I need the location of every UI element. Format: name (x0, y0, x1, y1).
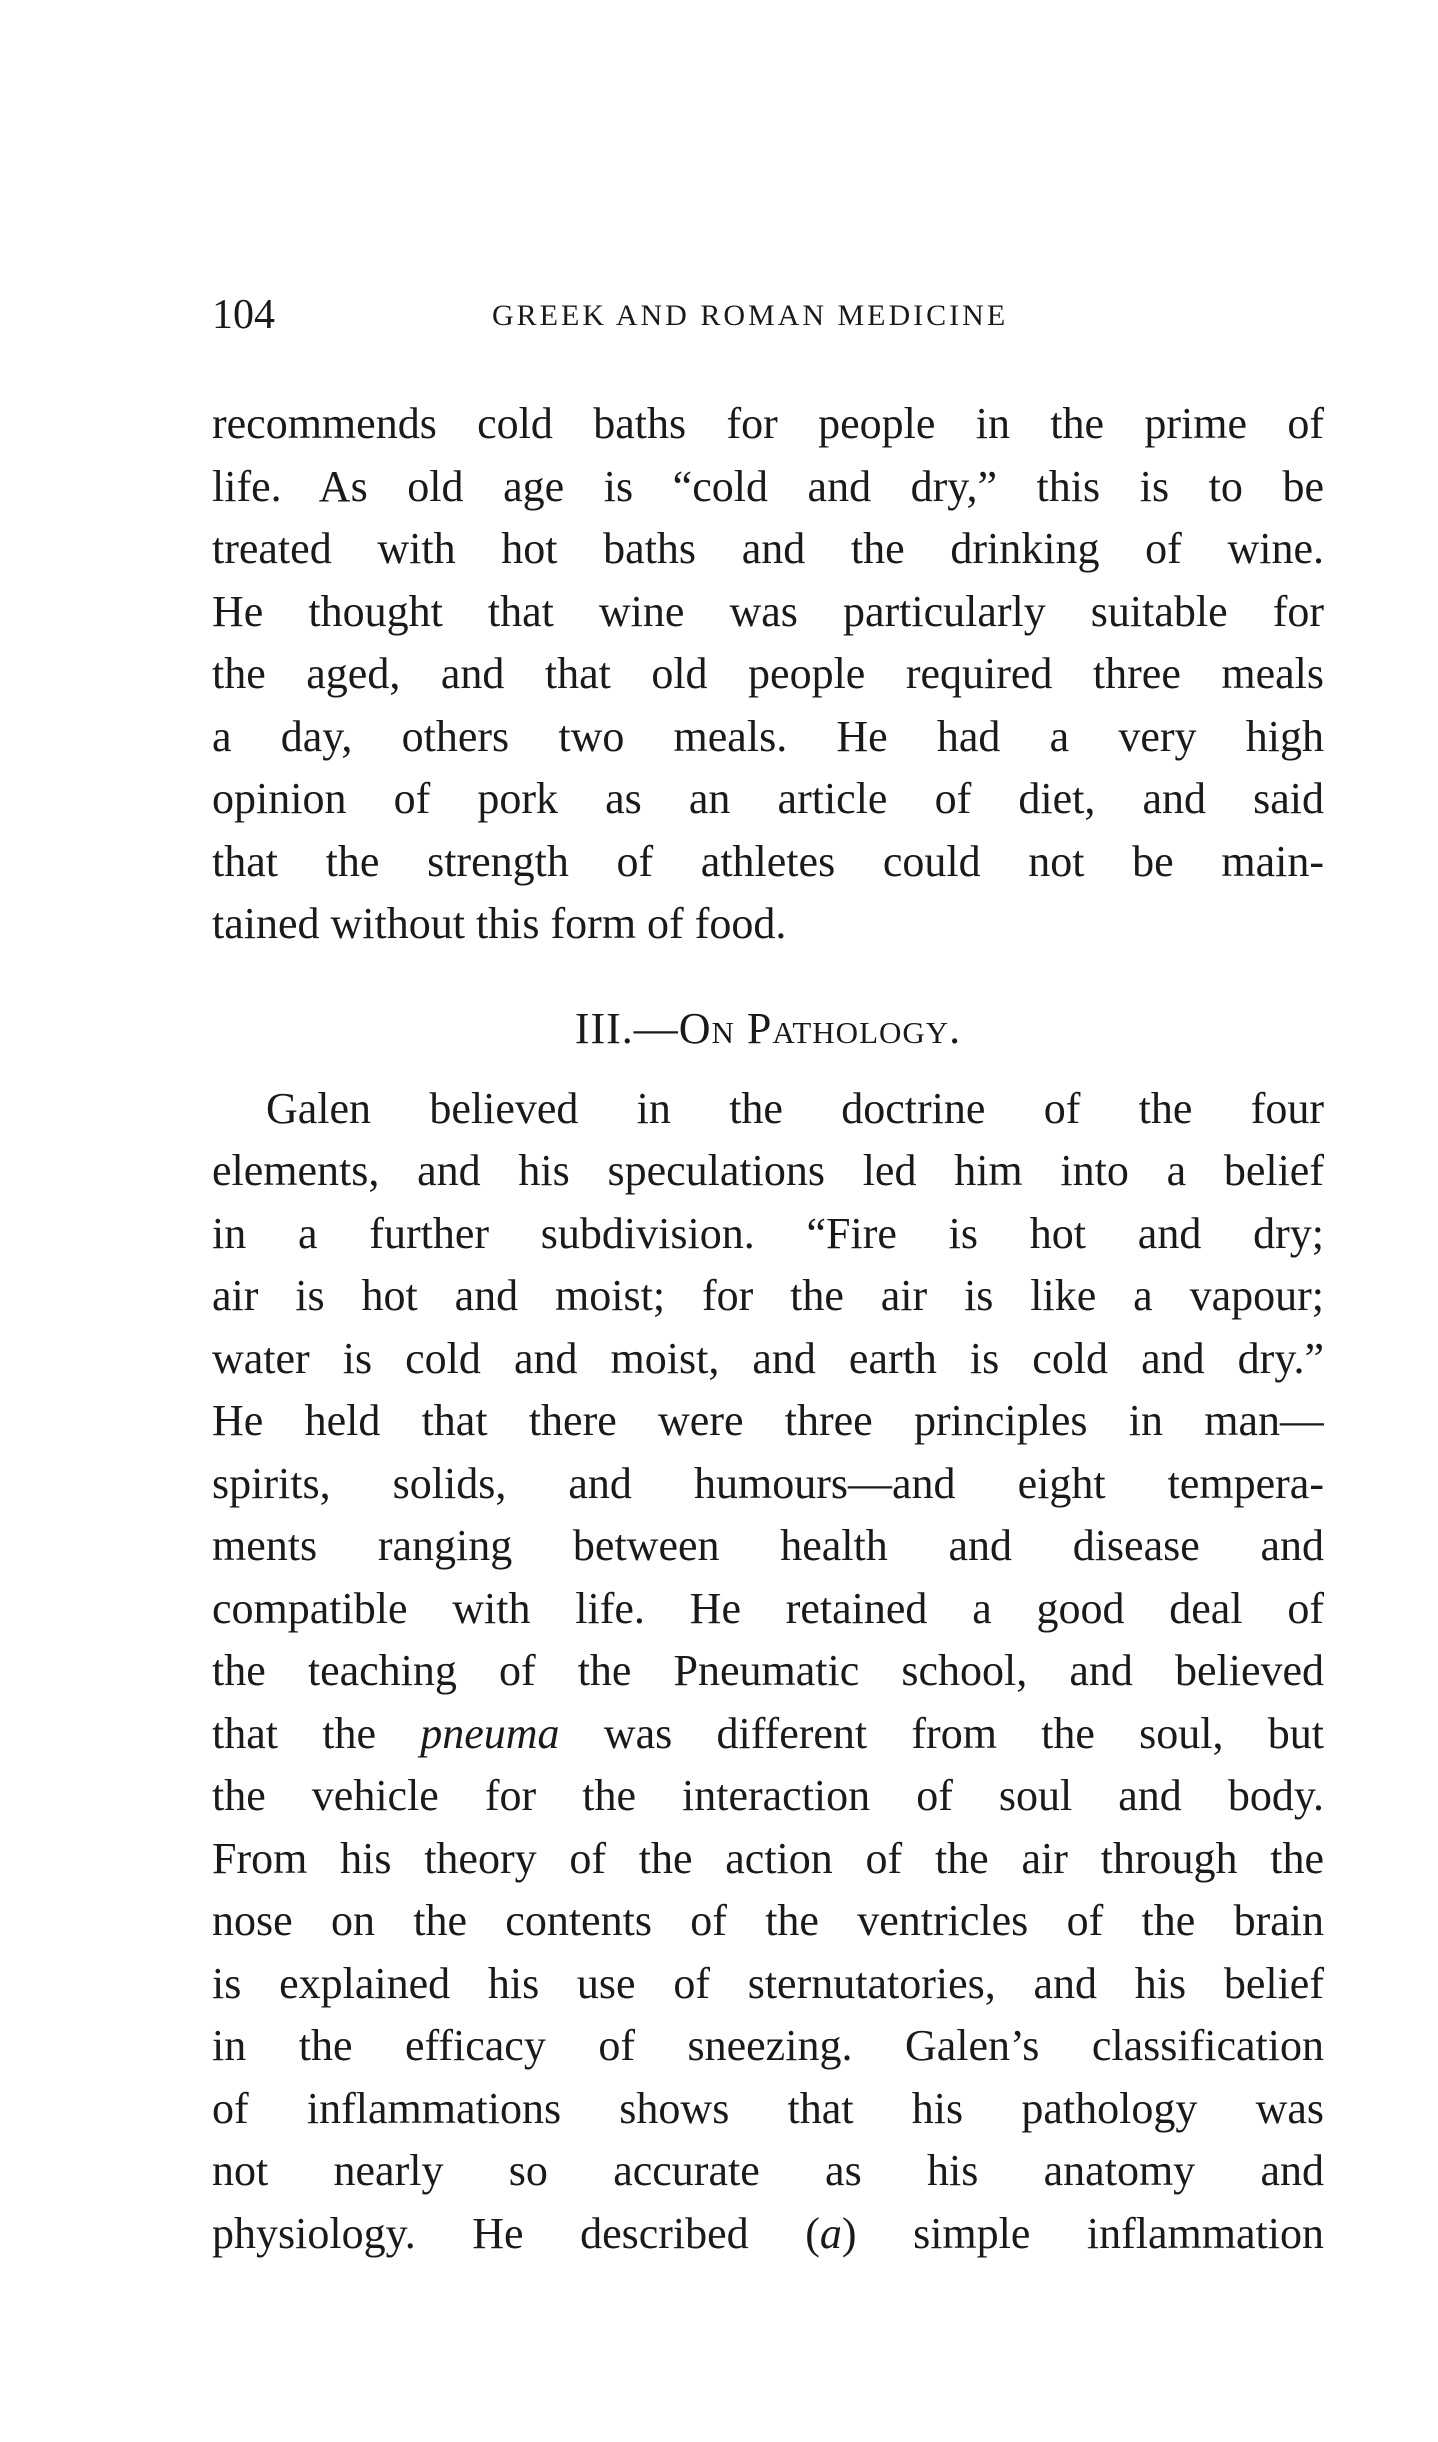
running-title: GREEK AND ROMAN MEDICINE (492, 299, 1009, 332)
text-line: tained without this form of food. (212, 899, 787, 948)
text-line: From his theory of the action of the air through the (212, 1833, 1324, 1883)
text-line: a day, others two meals. He had a very high (212, 711, 1324, 761)
text-segment: physiology. He described ( (212, 2208, 820, 2258)
text-line: nose on the contents of the ventricles of the brain (212, 1896, 1324, 1945)
text-line: in the efficacy of sneezing. Galen’s classification (212, 2021, 1324, 2070)
italic-letter-a: a (819, 2208, 842, 2258)
text-line: not nearly so accurate as his anatomy and (212, 2146, 1324, 2195)
text-line: ments ranging between health and disease and (212, 1521, 1324, 1570)
section-heading-pathology: III.—On Pathology. (574, 1003, 962, 1053)
page-header (212, 285, 1324, 345)
text-segment: was different from the soul, but (559, 1708, 1324, 1758)
text-line: the teaching of the Pneumatic school, and believed (212, 1646, 1324, 1695)
text-line: air is hot and moist; for the air is like a vapour; (212, 1271, 1324, 1320)
text-line: compatible with life. He retained a good deal of (212, 1583, 1324, 1633)
text-line: in a further subdivision. “Fire is hot and dry; (212, 1208, 1324, 1258)
text-line: is explained his use of sternutatories, and his belief (212, 1958, 1324, 2008)
text-segment: ) simple inflammation (841, 2208, 1324, 2258)
text-segment: that the (212, 1708, 421, 1758)
text-line: opinion of pork as an article of diet, and said (212, 774, 1324, 823)
paragraph-pathology (212, 1078, 1324, 2266)
text-line: the vehicle for the interaction of soul and body. (212, 1771, 1324, 1820)
text-line: He held that there were three principles in man— (212, 1396, 1324, 1445)
page-number: 104 (212, 292, 275, 338)
paragraph-diet (212, 393, 1324, 956)
text-line: He thought that wine was particularly suitable for (212, 586, 1324, 636)
text-line: water is cold and moist, and earth is cold and dry.” (212, 1333, 1324, 1383)
text-line: elements, and his speculations led him into a belief (212, 1146, 1324, 1195)
text-line: life. As old age is “cold and dry,” this is to be (212, 461, 1324, 511)
text-line: Galen believed in the doctrine of the four (266, 1083, 1324, 1133)
text-line: recommends cold baths for people in the prime of (212, 399, 1324, 448)
body-text (212, 393, 1324, 2265)
italic-term-pneuma: pneuma (420, 1708, 560, 1758)
text-line: the aged, and that old people required three meals (212, 649, 1324, 698)
text-line: that the strength of athletes could not be main- (212, 836, 1324, 886)
text-line-last (212, 2203, 1324, 2266)
text-line-pneuma (212, 1703, 1324, 1766)
text-line: treated with hot baths and the drinking of wine. (212, 524, 1324, 573)
text-line: spirits, solids, and humours—and eight tempera- (212, 1458, 1324, 1508)
text-line: of inflammations shows that his pathology was (212, 2083, 1324, 2133)
